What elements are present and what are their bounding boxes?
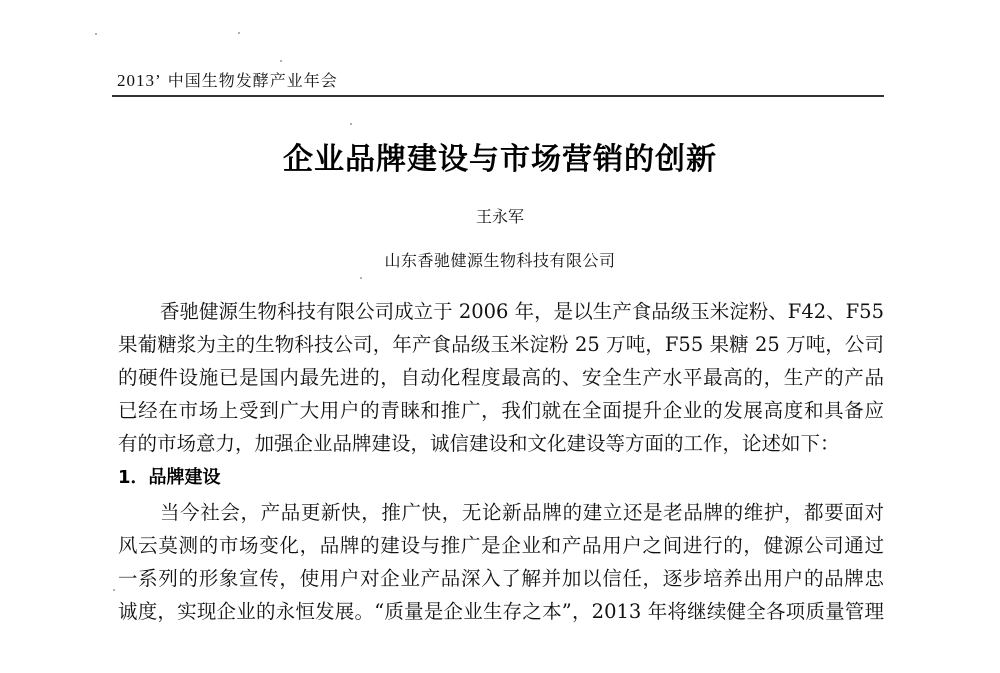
paper-title: 企业品牌建设与市场营销的创新 [283,142,717,177]
paragraph-line: 香驰健源生物科技有限公司成立于 2006 年，是以生产食品级玉米淀粉、F42、F55 [160,300,884,323]
paragraph-line: 果葡糖浆为主的生物科技公司，年产食品级玉米淀粉 25 万吨，F55 果糖 25 万吨，公司 [118,333,884,356]
scan-speck [280,60,282,62]
scan-speck [113,589,115,591]
paragraph-line: 有的市场意力，加强企业品牌建设，诚信建设和文化建设等方面的工作，论述如下： [118,432,840,455]
scan-speck [360,277,362,279]
author-name: 王永军 [475,207,524,226]
scan-speck [238,32,240,34]
running-header-conference: 中国生物发酵产业年会 [167,71,338,90]
paragraph-line: 诚度，实现企业的永恒发展。“质量是企业生存之本”，2013 年将继续健全各项质量管理 [118,600,884,623]
section-heading: 1．品牌建设 [118,467,221,488]
running-header [117,68,338,91]
paragraph-line: 一系列的形象宣传，使用户对企业产品深入了解并加以信任，逐步培养出用户的品牌忠 [118,567,884,590]
scan-speck [350,123,352,125]
paragraph-line: 当今社会，产品更新快，推广快，无论新品牌的建立还是老品牌的维护，都要面对 [160,501,884,524]
running-header-year: 2013’ [117,71,162,90]
paragraph-line: 已经在市场上受到广大用户的青睐和推广，我们就在全面提升企业的发展高度和具备应 [118,399,884,422]
author-affiliation: 山东香驰健源生物科技有限公司 [384,251,616,270]
header-rule [112,95,884,97]
paragraph-line: 的硬件设施已是国内最先进的，自动化程度最高的、安全生产水平最高的，生产的产品 [118,366,884,389]
scan-speck [95,33,97,35]
paragraph-line: 风云莫测的市场变化，品牌的建设与推广是企业和产品用户之间进行的，健源公司通过 [118,534,884,557]
